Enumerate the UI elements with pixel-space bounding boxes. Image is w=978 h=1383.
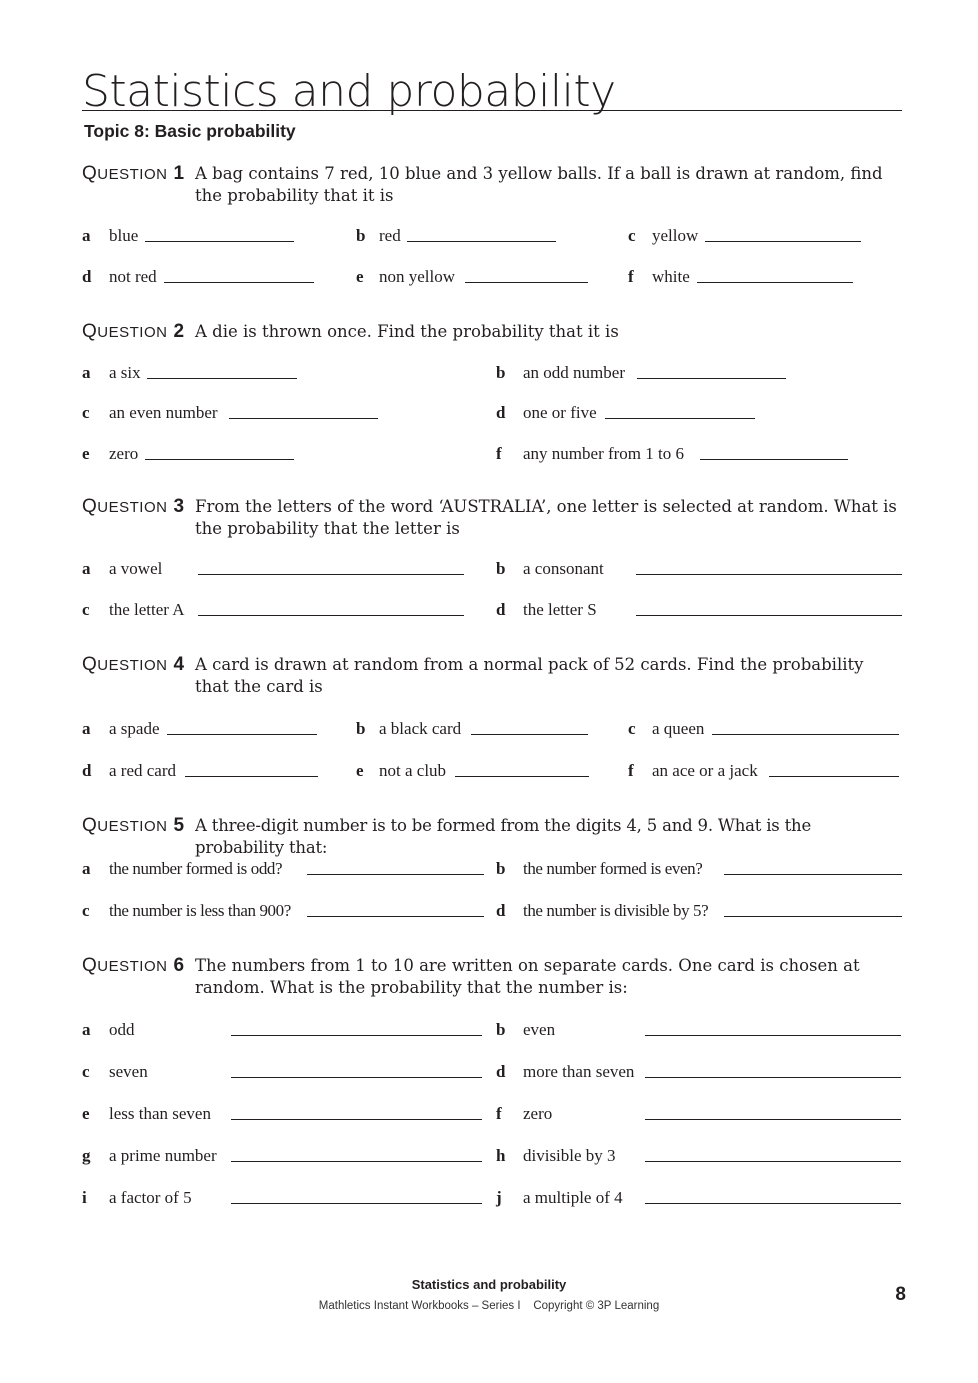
answer-line[interactable] [637,378,786,379]
answer-line[interactable] [164,282,314,283]
footer-title: Statistics and probability [411,1277,567,1292]
answer-line[interactable] [465,282,588,283]
page-title: Statistics and probability [82,66,616,117]
answer-line[interactable] [167,734,317,735]
answer-line[interactable] [700,459,848,460]
answer-line[interactable] [636,574,902,575]
answer-line[interactable] [645,1077,901,1078]
answer-line[interactable] [471,734,588,735]
question-label: QUESTION 1 [82,163,185,184]
answer-line[interactable] [724,916,902,917]
question-text: A card is drawn at random from a normal pack of 52 cards. Find the probability that the card is [195,655,864,696]
answer-line[interactable] [645,1035,901,1036]
question-label: QUESTION 2 [82,321,185,342]
answer-line[interactable] [231,1161,482,1162]
title-underline [82,110,902,111]
question-label: QUESTION 5 [82,815,185,836]
question-number: 6 [173,955,185,976]
question-number: 2 [173,321,185,342]
answer-line[interactable] [145,459,294,460]
footer-copyright: Mathletics Instant Workbooks – Series I Copyright © 3P Learning [318,1300,660,1312]
answer-line[interactable] [605,418,755,419]
topic-heading: Topic 8: Basic probability [84,121,296,141]
question-number: 4 [173,654,185,675]
answer-line[interactable] [307,874,484,875]
answer-line[interactable] [231,1203,482,1204]
answer-line[interactable] [712,734,899,735]
question-text: From the letters of the word ‘AUSTRALIA’, one letter is selected at random. What is the probability that the letter is [195,497,897,538]
answer-line[interactable] [455,776,589,777]
question-number: 3 [173,496,185,517]
answer-line[interactable] [645,1119,901,1120]
question-label: QUESTION 6 [82,955,185,976]
answer-line[interactable] [705,241,861,242]
answer-line[interactable] [147,378,297,379]
answer-line[interactable] [307,916,484,917]
question-text: A three-digit number is to be formed from the digits 4, 5 and 9. What is the probability that: [195,816,812,857]
question-label: QUESTION 3 [82,496,185,517]
answer-line[interactable] [697,282,853,283]
question-number: 5 [173,815,185,836]
answer-line[interactable] [724,874,902,875]
answer-line[interactable] [636,615,902,616]
answer-line[interactable] [231,1077,482,1078]
answer-line[interactable] [198,615,464,616]
question-text: A die is thrown once. Find the probability that it is [195,322,619,341]
answer-line[interactable] [645,1203,901,1204]
question-text: A bag contains 7 red, 10 blue and 3 yellow balls. If a ball is drawn at random, find the probability that it is [195,164,883,205]
answer-line[interactable] [185,776,318,777]
question-label: QUESTION 4 [82,654,185,675]
answer-line[interactable] [229,418,378,419]
answer-line[interactable] [407,241,556,242]
answer-line[interactable] [231,1035,482,1036]
answer-line[interactable] [769,776,899,777]
answer-line[interactable] [231,1119,482,1120]
answer-line[interactable] [645,1161,901,1162]
question-number: 1 [173,163,185,184]
answer-line[interactable] [145,241,294,242]
page-number: 8 [895,1284,906,1305]
question-text: The numbers from 1 to 10 are written on separate cards. One card is chosen at random. What is the probability that the number is: [195,956,860,997]
answer-line[interactable] [198,574,464,575]
worksheet-page: Statistics and probability Topic 8: Basic probability QUESTION 1 A bag contains 7 red, 10 blue and 3 yellow balls. If a ball is drawn at random, find the probability that it is a blue b red c yellow d not red e non yellow f white QUESTION 2 A die is thrown once. Find the probability that it is a a six b an odd number c an even number d one or five e zero f any number from 1 to 6 QUESTION 3 From the letters of the word ‘AUSTRALIA’, one letter is selected at random. What is the probability that the letter is a a vowel b a consonant c the letter A d the letter S QUESTION 4 A card is drawn at random from a normal pack of 52 cards. Find the probability that the card is a a spade b a black card c a queen d a red card e not a club f an ace or a jack QUESTION 5 A three-digit number is to be formed from the digits 4, 5 and 9. What is the probability that: a the number formed is odd? b the number formed is even? c the number is less than 900? d the number is divisible by 5? QUESTION 6 The numbers from 1 to 10 are written on separate cards. One card is chosen at random. What is the probability that the number is: a odd b even c seven d more than seven e less than seven f zero g a prime number h divisible by 3 i a factor of 5 j a multiple of 4 Statistics and probability Mathletics Instant Workbooks – Series I Copyright © 3P Learning 8 [0,0,978,1383]
